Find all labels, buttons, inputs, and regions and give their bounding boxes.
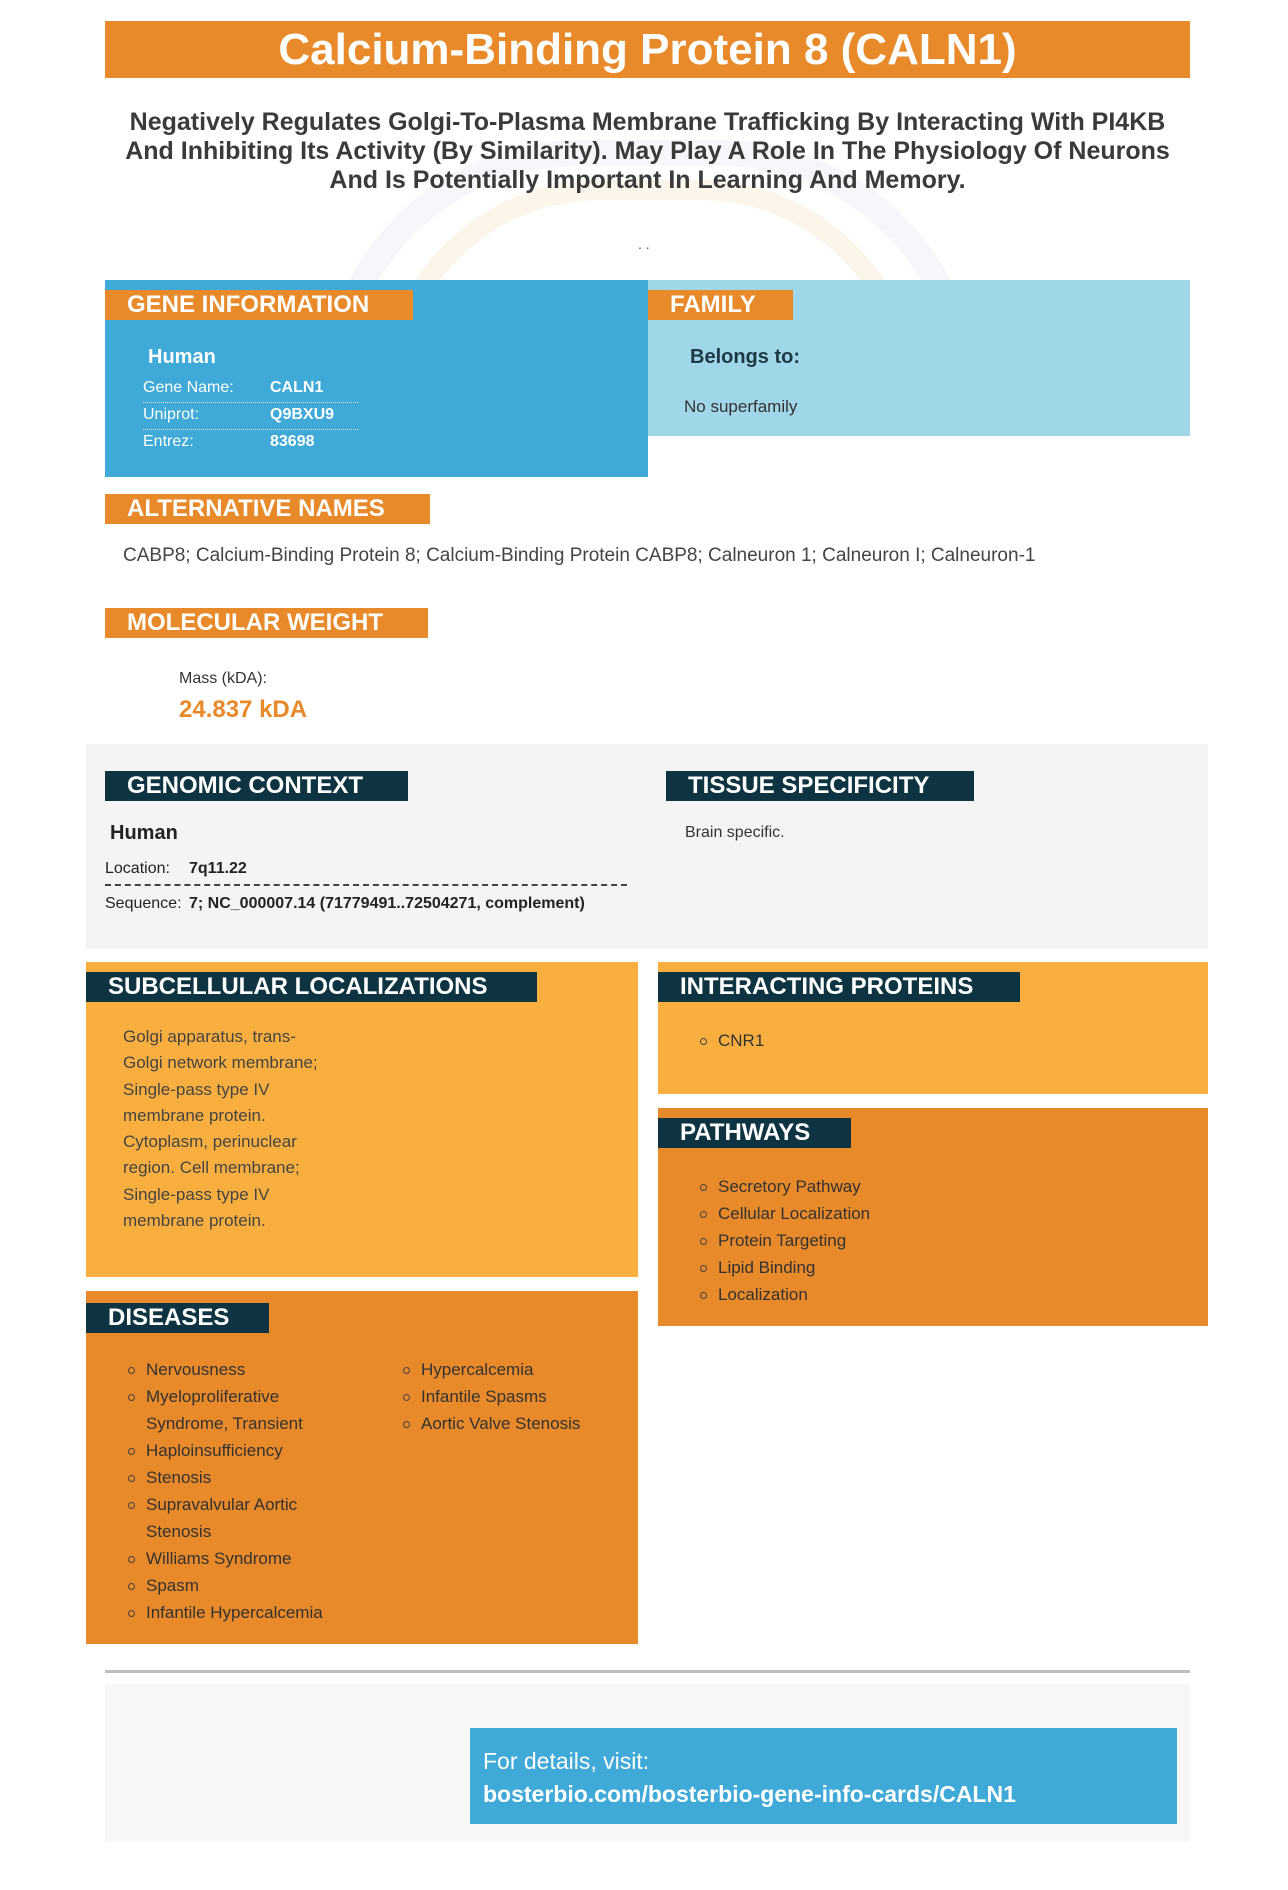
list-item: Stenosis <box>124 1464 324 1491</box>
list-item: Cellular Localization <box>696 1200 870 1227</box>
subcellular-line: Cytoplasm, perinuclear <box>123 1132 297 1152</box>
list-item: Aortic Valve Stenosis <box>399 1410 629 1437</box>
diseases-list-column-2 <box>399 1356 629 1437</box>
entrez-link[interactable]: 83698 <box>270 433 315 450</box>
list-item: Hypercalcemia <box>399 1356 629 1383</box>
diseases-list-column-1 <box>124 1356 324 1626</box>
diseases-panel <box>86 1291 638 1644</box>
list-item: Spasm <box>124 1572 324 1599</box>
page-title: Calcium-Binding Protein 8 (CALN1) <box>105 21 1190 78</box>
list-item: Haploinsufficiency <box>124 1437 324 1464</box>
sequence-label: Sequence: <box>105 895 182 912</box>
list-item: Supravalvular Aortic Stenosis <box>124 1491 324 1545</box>
details-label: For details, visit: <box>483 1748 650 1774</box>
list-item: Localization <box>696 1281 870 1308</box>
list-item: Myeloproliferative Syndrome, Transient <box>124 1383 324 1437</box>
footer-divider <box>105 1670 1190 1673</box>
gene-species: Human <box>148 346 216 368</box>
subcellular-localizations-heading: SUBCELLULAR LOCALIZATIONS <box>86 972 537 1002</box>
pathways-panel <box>658 1108 1208 1326</box>
family-heading: FAMILY <box>648 290 793 320</box>
tissue-specificity-text: Brain specific. <box>685 824 785 841</box>
subcellular-line: Golgi network membrane; <box>123 1053 318 1073</box>
list-item: Infantile Hypercalcemia <box>124 1599 324 1626</box>
pathways-heading: PATHWAYS <box>658 1118 851 1148</box>
gene-description: Negatively Regulates Golgi-To-Plasma Membrane Trafficking By Interacting With PI4KB And Inhibiting Its Activity (By Similarity). May Play A Role In The Physiology Of Neurons And Is Potentially Important In Learning And Memory. <box>125 108 1170 194</box>
list-item: Secretory Pathway <box>696 1173 870 1200</box>
gene-information-heading: GENE INFORMATION <box>105 290 413 320</box>
uniprot-link[interactable]: Q9BXU9 <box>270 406 335 423</box>
location-row <box>105 860 627 886</box>
tissue-specificity-heading: TISSUE SPECIFICITY <box>666 771 974 801</box>
entrez-label: Entrez: <box>143 433 194 450</box>
list-item: Nervousness <box>124 1356 324 1383</box>
subcellular-line: region. Cell membrane; <box>123 1158 300 1178</box>
molecular-weight-heading: MOLECULAR WEIGHT <box>105 608 428 638</box>
list-item: Lipid Binding <box>696 1254 870 1281</box>
gene-information-panel <box>105 280 648 477</box>
interacting-proteins-list <box>696 1027 764 1054</box>
alternative-names-heading: ALTERNATIVE NAMES <box>105 494 430 524</box>
genomic-species: Human <box>110 822 178 844</box>
uniprot-row <box>143 406 358 430</box>
subcellular-line: Single-pass type IV <box>123 1184 270 1204</box>
subcellular-localizations-panel <box>86 962 638 1277</box>
family-value: No superfamily <box>684 397 798 416</box>
subcellular-line: Golgi apparatus, trans- <box>123 1027 296 1046</box>
gene-name-label: Gene Name: <box>143 379 234 396</box>
family-belongs-label: Belongs to: <box>690 346 800 368</box>
details-link-box[interactable] <box>470 1728 1177 1824</box>
alternative-names-text: CABP8; Calcium-Binding Protein 8; Calcium-Binding Protein CABP8; Calneuron 1; Calneuron I; Calneuron-1 <box>123 545 1036 566</box>
gene-name-value: CALN1 <box>270 379 324 396</box>
sequence-value: 7; NC_000007.14 (71779491..72504271, complement) <box>189 895 585 912</box>
interacting-proteins-panel <box>658 962 1208 1094</box>
diseases-heading: DISEASES <box>86 1303 269 1333</box>
subcellular-line: membrane protein. <box>123 1211 266 1231</box>
family-panel <box>648 280 1190 436</box>
mass-value: 24.837 kDA <box>179 696 308 723</box>
list-item: CNR1 <box>696 1027 764 1054</box>
mass-label: Mass (kDA): <box>179 670 267 687</box>
location-label: Location: <box>105 860 170 877</box>
subcellular-line: Single-pass type IV <box>123 1079 270 1099</box>
interacting-proteins-heading: INTERACTING PROTEINS <box>658 972 1020 1002</box>
pathways-list <box>696 1173 870 1308</box>
subcellular-line: membrane protein. <box>123 1105 266 1125</box>
details-url-link[interactable]: bosterbio.com/bosterbio-gene-info-cards/CALN1 <box>483 1781 1016 1807</box>
list-item: Infantile Spasms <box>399 1383 629 1410</box>
entrez-row <box>143 433 358 457</box>
genomic-context-heading: GENOMIC CONTEXT <box>105 771 408 801</box>
gene-name-row <box>143 379 358 403</box>
subcellular-text <box>123 1024 318 1234</box>
location-value: 7q11.22 <box>189 860 247 877</box>
sequence-row <box>105 895 665 919</box>
list-item: Protein Targeting <box>696 1227 870 1254</box>
genomic-context-panel <box>86 744 1208 949</box>
uniprot-label: Uniprot: <box>143 406 200 423</box>
list-item: Williams Syndrome <box>124 1545 324 1572</box>
separator-dots: . . <box>638 236 650 252</box>
